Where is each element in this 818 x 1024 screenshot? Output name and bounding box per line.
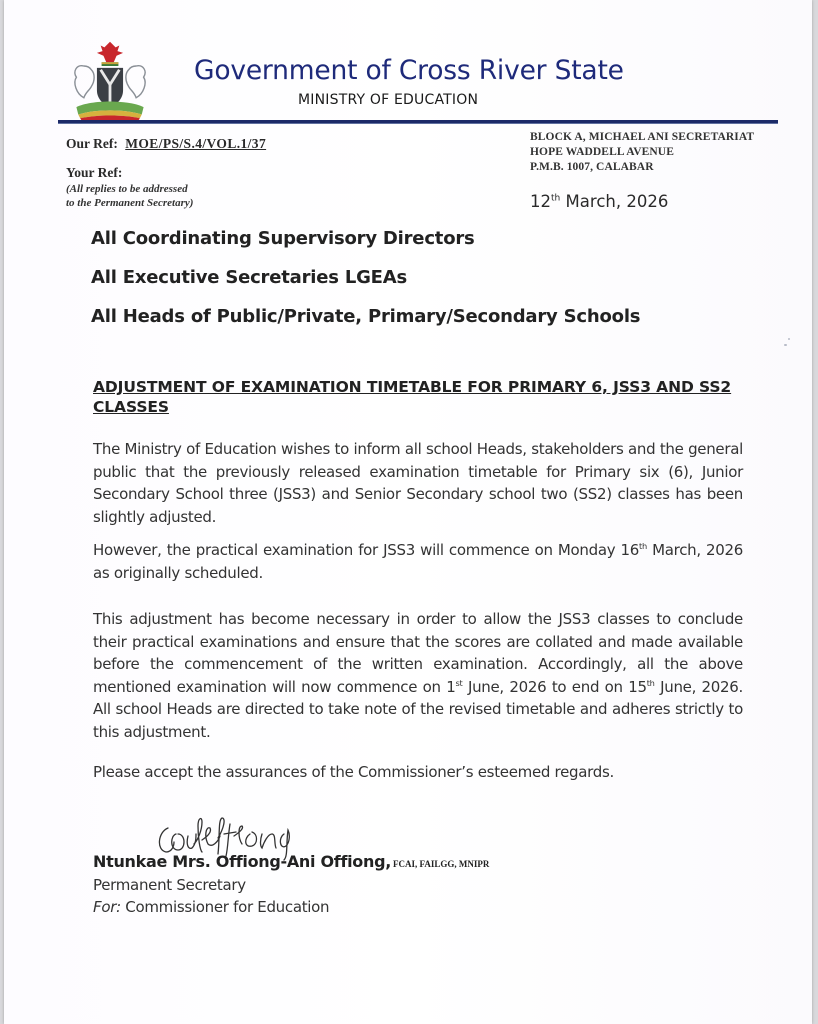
our-reference [66,136,266,152]
ministry-address [530,130,754,175]
recipient: All Executive Secretaries LGEAs [91,267,408,288]
signer-name: Ntunkae Mrs. Offiong-Ani Offiong, [93,852,391,871]
government-title: Government of Cross River State [194,55,624,86]
signatory-position [93,874,329,918]
letter-subject: ADJUSTMENT OF EXAMINATION TIMETABLE FOR PRIMARY 6, JSS3 AND SS2 CLASSES [93,378,732,416]
signatory-name [93,852,489,871]
address-line: BLOCK A, MICHAEL ANI SECRETARIAT [530,131,755,143]
closing-paragraph: Please accept the assurances of the Commissioner’s esteemed regards. [93,763,614,781]
reply-note-line: (All replies to be addressed [66,183,188,195]
signer-title: Permanent Secretary [93,876,246,894]
address-line: HOPE WADDELL AVENUE [530,146,674,158]
our-ref-label: Our Ref: [66,136,118,151]
for-value: Commissioner for Education [120,898,330,916]
paragraph-text: However, the practical examination for JSS3 will commence on Monday 16 [93,541,640,559]
signer-qualifications: FCAI, FAILGG, MNIPR [393,859,490,869]
letter-page [4,0,812,1024]
date-day: 12 [530,192,551,211]
ordinal-suffix: th [639,541,647,551]
recipient: All Coordinating Supervisory Directors [91,228,475,249]
nigeria-coat-of-arms-icon [62,38,158,122]
paragraph-text: March, 2026 as originally scheduled. [93,541,743,582]
body-paragraph-1: The Ministry of Education wishes to inform all school Heads, stakeholders and the general public that the previously released examination timetable for Primary six (6), Junior Secondary School three (JSS3) and Senior Secondary school two (SS2) classes has been slightly adjusted. [93,440,743,526]
paragraph-text: June, 2026. All school Heads are directed to take note of the revised timetable and adheres strictly to this adjustment. [93,677,744,741]
recipient: All Heads of Public/Private, Primary/Secondary Schools [91,306,641,327]
letterhead-divider [58,120,778,124]
our-ref-value: MOE/PS/S.4/VOL.1/37 [125,136,267,151]
letter-date [530,192,668,211]
body-paragraph-2 [93,539,743,584]
date-month-year: March, 2026 [560,192,669,211]
reply-note [66,182,266,210]
scan-speck [788,338,790,340]
ministry-name: MINISTRY OF EDUCATION [298,92,479,108]
for-line [93,896,329,918]
body-paragraph-3 [93,608,743,743]
paragraph-text: This adjustment has become necessary in order to allow the JSS3 classes to conclude their practical examinations and ensure that the scores are collated and made available before the commencement of the written examination. Accordingly, all the above mentioned examination will now commence on 1 [93,610,743,696]
ordinal-suffix: st [455,677,463,688]
date-day-suffix: th [551,193,561,204]
for-label: For: [93,898,121,916]
recipients-list [91,226,640,343]
ordinal-suffix: th [646,677,655,688]
address-line: P.M.B. 1007, CALABAR [530,161,654,173]
reply-note-line: to the Permanent Secretary) [66,197,194,209]
your-ref-label: Your Ref: [66,165,123,180]
scan-speck [784,344,787,346]
paragraph-text: June, 2026 to end on 15 [462,677,647,696]
